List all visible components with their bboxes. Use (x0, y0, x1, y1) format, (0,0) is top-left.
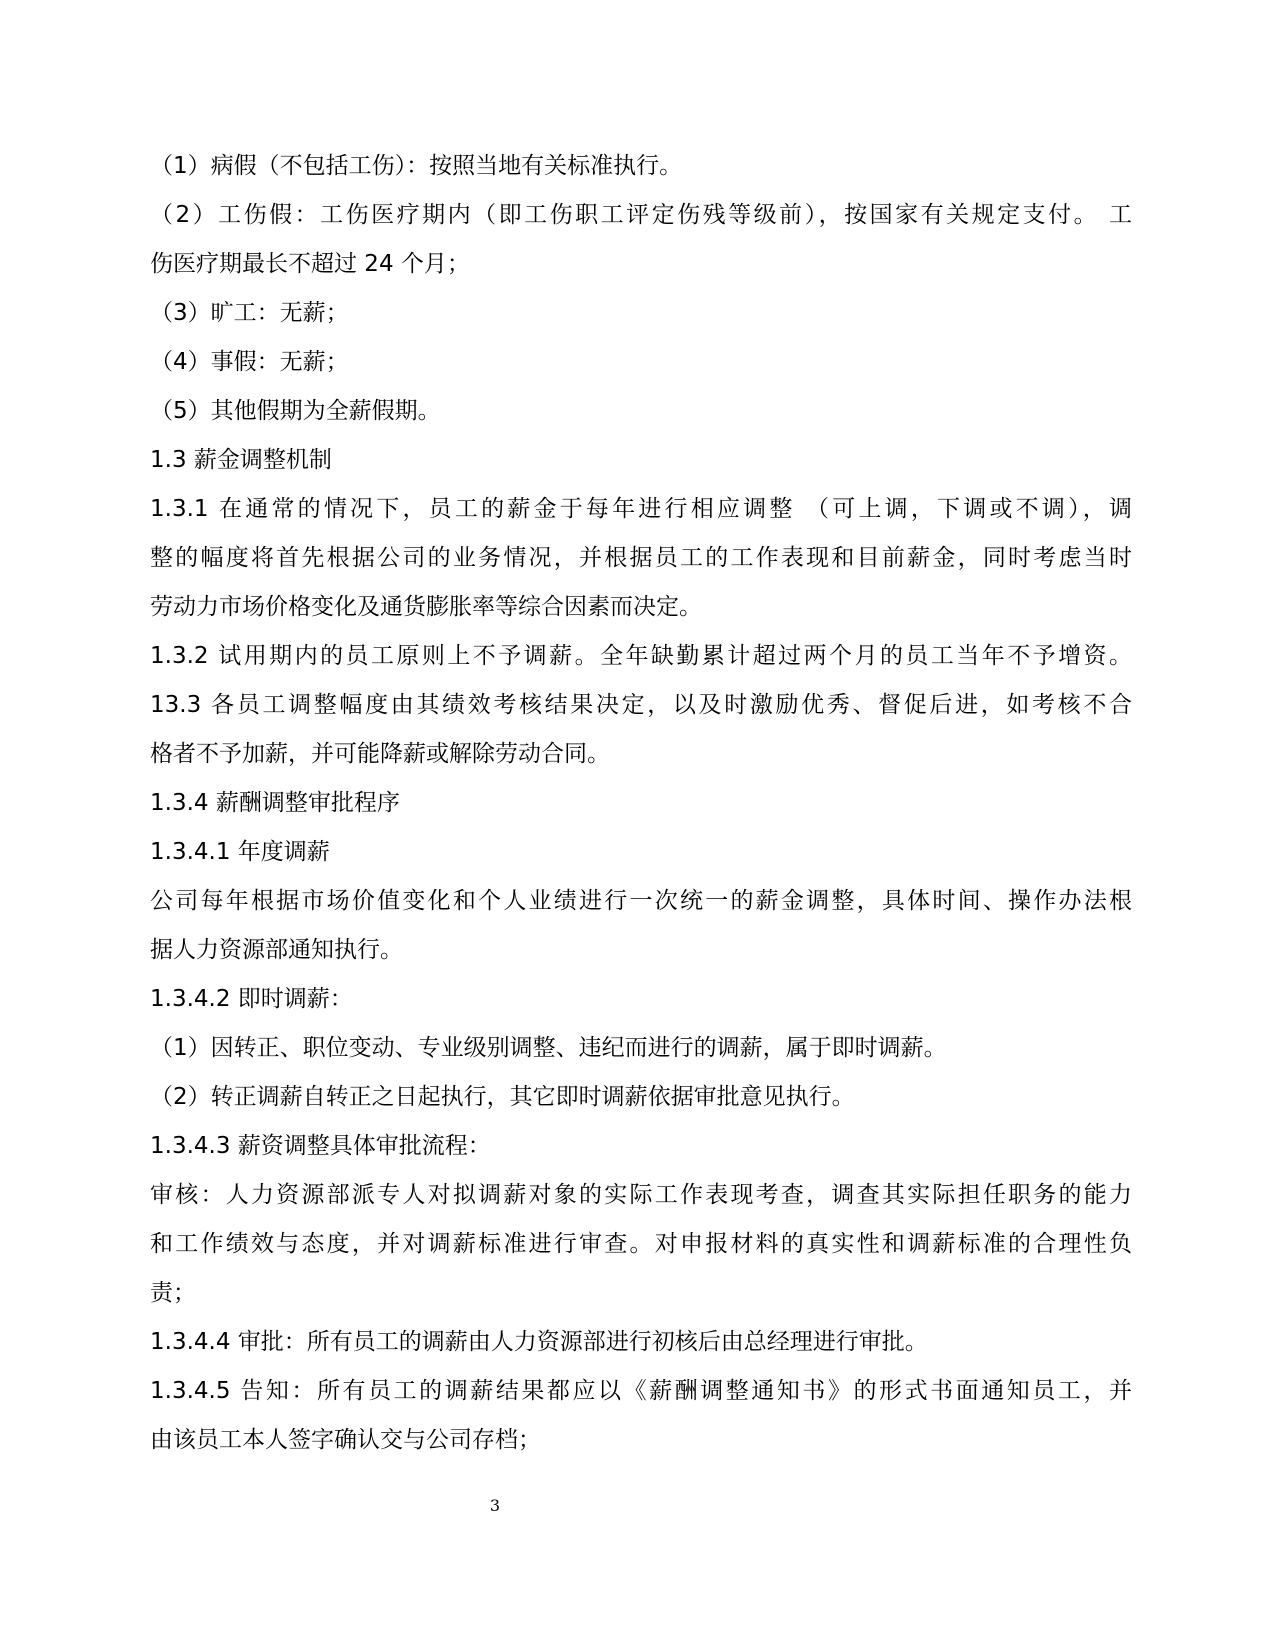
text-line: （3）旷工：无薪； (150, 300, 349, 326)
text-line: 1.3.2 试用期内的员工原则上不予调薪。全年缺勤累计超过两个月的员工当年不予增资。 (150, 643, 1132, 669)
text-line: 13.3 各员工调整幅度由其绩效考核结果决定，以及时激励优秀、督促后进，如考核不合 (150, 692, 1132, 718)
text-line: 审核：人力资源部派专人对拟调薪对象的实际工作表现考查，调查其实际担任职务的能力 (150, 1182, 1132, 1208)
text-line: （2）转正调薪自转正之日起执行，其它即时调薪依据审批意见执行。 (150, 1084, 855, 1110)
text-line: 1.3.1 在通常的情况下，员工的薪金于每年进行相应调整 （可上调，下调或不调），调 (150, 496, 1132, 522)
section-heading: 1.3 薪金调整机制 (150, 447, 332, 473)
text-line: 责； (150, 1280, 196, 1306)
text-line: （1）病假（不包括工伤）：按照当地有关标准执行。 (150, 153, 683, 179)
text-line: （4）事假：无薪； (150, 349, 349, 375)
section-heading: 1.3.4.2 即时调薪： (150, 986, 353, 1012)
section-heading: 1.3.4 薪酬调整审批程序 (150, 790, 400, 816)
text-line: 由该员工本人签字确认交与公司存档； (150, 1427, 541, 1453)
text-line: 整的幅度将首先根据公司的业务情况，并根据员工的工作表现和目前薪金，同时考虑当时 (150, 545, 1132, 571)
text-line: 1.3.4.5 告知：所有员工的调薪结果都应以《薪酬调整通知书》的形式书面通知员工，并 (150, 1378, 1132, 1404)
text-line: （1）因转正、职位变动、专业级别调整、违纪而进行的调薪，属于即时调薪。 (150, 1035, 947, 1061)
text-line: 和工作绩效与态度，并对调薪标准进行审查。对申报材料的真实性和调薪标准的合理性负 (150, 1231, 1132, 1257)
text-line: 公司每年根据市场价值变化和个人业绩进行一次统一的薪金调整，具体时间、操作办法根 (150, 888, 1132, 914)
text-line: （5）其他假期为全薪假期。 (150, 398, 441, 424)
section-heading: 1.3.4.1 年度调薪 (150, 839, 330, 865)
text-line: 格者不予加薪，并可能降薪或解除劳动合同。 (150, 741, 610, 767)
page-number: 3 (489, 1496, 501, 1515)
text-line: 劳动力市场价格变化及通货膨胀率等综合因素而决定。 (150, 594, 702, 620)
section-heading: 1.3.4.3 薪资调整具体审批流程： (150, 1133, 491, 1159)
text-line: （2）工伤假：工伤医疗期内（即工伤职工评定伤残等级前），按国家有关规定支付。 工 (150, 202, 1132, 228)
text-line: 据人力资源部通知执行。 (150, 937, 403, 963)
document-body (150, 142, 1132, 1465)
text-line: 1.3.4.4 审批：所有员工的调薪由人力资源部进行初核后由总经理进行审批。 (150, 1329, 928, 1355)
text-line: 伤医疗期最长不超过 24 个月； (150, 251, 470, 277)
